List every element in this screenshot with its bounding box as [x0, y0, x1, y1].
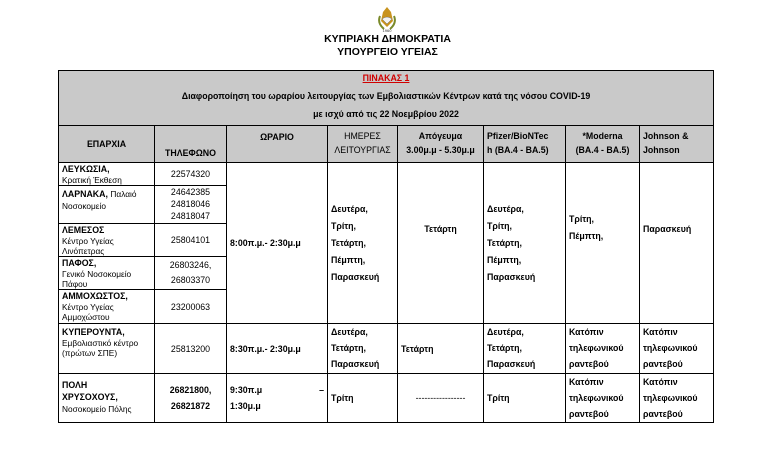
- hours-cell: 8:30π.μ.- 2:30μ.μ: [227, 324, 328, 374]
- hours-cell: 9:30π.μ – 1:30μ.μ: [227, 374, 328, 423]
- table-row: [59, 374, 714, 423]
- district-cell: ΚΥΠΕΡΟΥΝΤΑ, Εμβολιαστικό κέντρο (πρώτων ΣΠΕ): [59, 324, 155, 374]
- cyprus-coat-of-arms-icon: [371, 3, 403, 33]
- district-cell: ΛΑΡΝΑΚΑ, Παλαιό Νοσοκομείο: [59, 186, 155, 224]
- svg-text:1960: 1960: [382, 28, 392, 33]
- days-cell: Τρίτη: [328, 374, 398, 423]
- moderna-cell: Κατόπιν τηλεφωνικού ραντεβού: [566, 324, 640, 374]
- afternoon-cell: Τετάρτη: [398, 324, 484, 374]
- phone-cell: 25804101: [155, 224, 227, 257]
- phone-cell: 22574320: [155, 163, 227, 186]
- col-header-orario: ΩΡΑΡΙΟ: [227, 126, 328, 163]
- col-header-jj: Johnson & Johnson: [640, 126, 714, 163]
- jj-cell: Παρασκευή: [640, 163, 714, 324]
- phone-cell: 23200063: [155, 290, 227, 324]
- pfizer-cell: Δευτέρα, Τρίτη, Τετάρτη, Πέμπτη, Παρασκευή: [484, 163, 566, 324]
- table-subtitle: με ισχύ από τις 22 Νοεμβρίου 2022: [313, 109, 459, 119]
- col-header-eparchia: ΕΠΑΡΧΙΑ: [59, 126, 155, 163]
- district-cell: ΑΜΜΟΧΩΣΤΟΣ, Κέντρο Υγείας Αμμοχώστου: [59, 290, 155, 324]
- header-ministry-line1: ΚΥΠΡΙΑΚΗ ΔΗΜΟΚΡΑΤΙΑ: [324, 33, 451, 45]
- col-header-tilefono: ΤΗΛΕΦΩΝΟ: [155, 126, 227, 163]
- col-header-pfizer: Pfizer/BioNTec h (BA.4 - BA.5): [484, 126, 566, 163]
- afternoon-cell: -----------------: [398, 374, 484, 423]
- col-header-apogevma: Απόγευμα 3.00μ.μ - 5.30μ.μ: [398, 126, 484, 163]
- header-ministry-line2: ΥΠΟΥΡΓΕΙΟ ΥΓΕΙΑΣ: [337, 46, 438, 58]
- table-row: [59, 163, 714, 186]
- phone-cell: 26821800, 26821872: [155, 374, 227, 423]
- afternoon-cell: Τετάρτη: [398, 163, 484, 324]
- phone-cell: 26803246, 26803370: [155, 257, 227, 290]
- phone-cell: 25813200: [155, 324, 227, 374]
- vaccination-schedule-table: [58, 70, 714, 423]
- col-header-imeres: ΗΜΕΡΕΣ ΛΕΙΤΟΥΡΓΙΑΣ: [328, 126, 398, 163]
- jj-cell: Κατόπιν τηλεφωνικού ραντεβού: [640, 324, 714, 374]
- days-cell: Δευτέρα, Τετάρτη, Παρασκευή: [328, 324, 398, 374]
- table-row: [59, 324, 714, 374]
- district-cell: ΠΑΦΟΣ, Γενικό Νοσοκομείο Πάφου: [59, 257, 155, 290]
- col-header-moderna: *Moderna (BA.4 - BA.5): [566, 126, 640, 163]
- district-cell: ΛΕΥΚΩΣΙΑ, Κρατική Έκθεση: [59, 163, 155, 186]
- jj-cell: Κατόπιν τηλεφωνικού ραντεβού: [640, 374, 714, 423]
- pfizer-cell: Δευτέρα, Τετάρτη, Παρασκευή: [484, 324, 566, 374]
- moderna-cell: Κατόπιν τηλεφωνικού ραντεβού: [566, 374, 640, 423]
- pfizer-cell: Τρίτη: [484, 374, 566, 423]
- table-caption: ΠΙΝΑΚΑΣ 1: [362, 73, 410, 83]
- days-cell: Δευτέρα, Τρίτη, Τετάρτη, Πέμπτη, Παρασκευή: [328, 163, 398, 324]
- table-title-cell: [59, 71, 714, 126]
- hours-cell: 8:00π.μ.- 2:30μ.μ: [227, 163, 328, 324]
- district-cell: ΠΟΛΗ ΧΡΥΣΟΧΟΥΣ, Νοσοκομείο Πόλης: [59, 374, 155, 423]
- moderna-cell: Τρίτη, Πέμπτη,: [566, 163, 640, 324]
- table-title: Διαφοροποίηση του ωραρίου λειτουργίας των Εμβολιαστικών Κέντρων κατά της νόσου COVID-19: [181, 91, 591, 101]
- phone-cell: 24642385 24818046 24818047: [155, 186, 227, 224]
- district-cell: ΛΕΜΕΣΟΣ Κέντρο Υγείας Λινόπετρας: [59, 224, 155, 257]
